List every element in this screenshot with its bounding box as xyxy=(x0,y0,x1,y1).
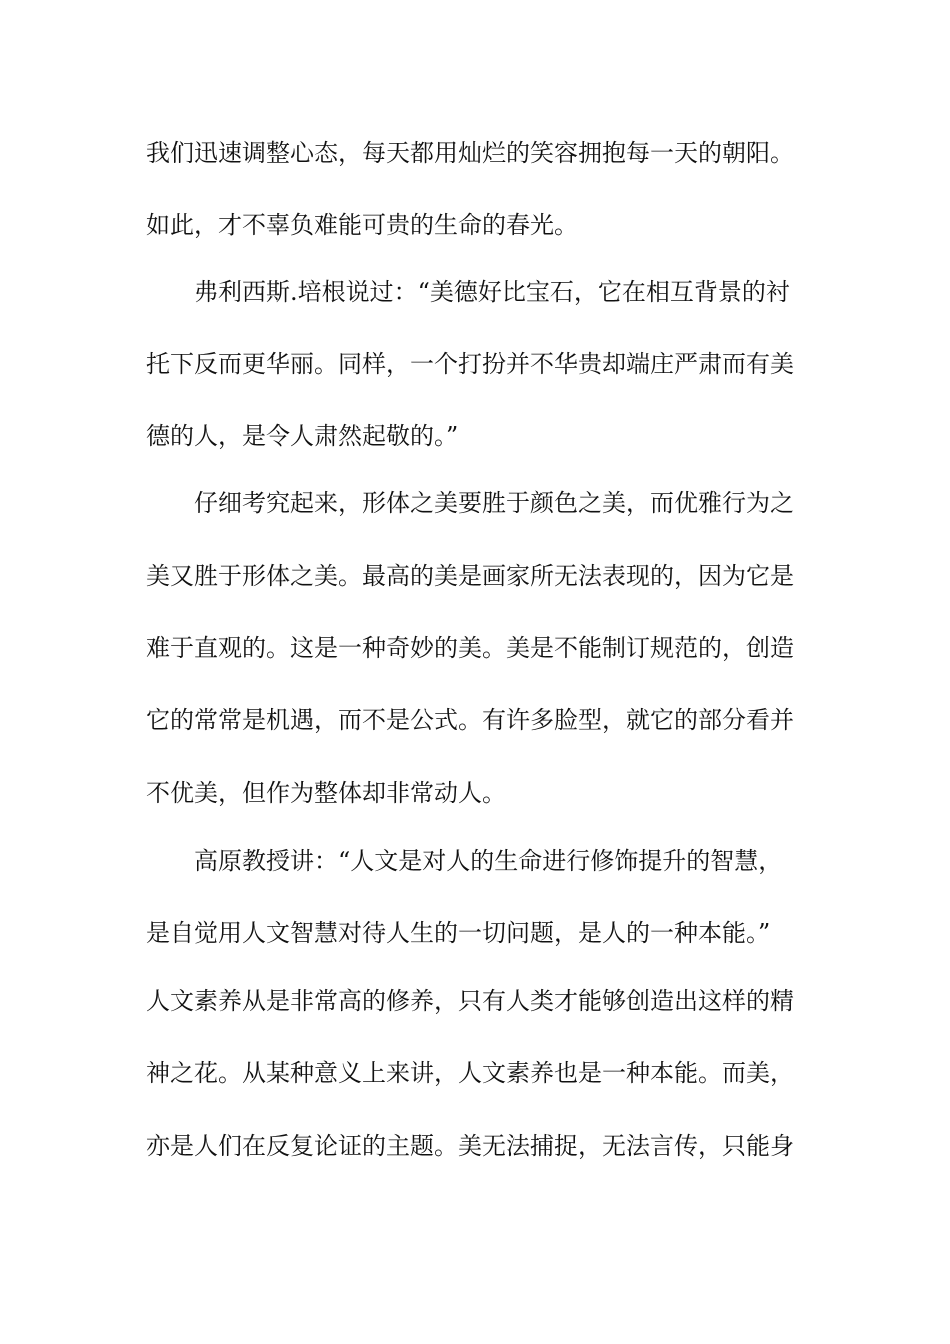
text-line-11: 高原教授讲：“人文是对人的生命进行修饰提升的智慧， xyxy=(194,847,783,875)
text-line-9: 它的常常是机遇，而不是公式。有许多脸型，就它的部分看并 xyxy=(146,706,794,734)
text-line-1: 我们迅速调整心态，每天都用灿烂的笑容拥抱每一天的朝阳。 xyxy=(146,139,794,167)
text-line-10: 不优美，但作为整体却非常动人。 xyxy=(146,779,506,807)
text-line-6: 仔细考究起来，形体之美要胜于颜色之美，而优雅行为之 xyxy=(194,489,794,517)
text-line-15: 亦是人们在反复论证的主题。美无法捕捉，无法言传，只能身 xyxy=(146,1132,794,1160)
text-line-12: 是自觉用人文智慧对待人生的一切问题，是人的一种本能。” xyxy=(146,919,771,947)
text-line-7: 美又胜于形体之美。最高的美是画家所无法表现的，因为它是 xyxy=(146,562,794,590)
text-line-13: 人文素养从是非常高的修养，只有人类才能够创造出这样的精 xyxy=(146,987,794,1015)
text-line-5: 德的人，是令人肃然起敬的。” xyxy=(146,422,459,450)
text-line-14: 神之花。从某种意义上来讲，人文素养也是一种本能。而美， xyxy=(146,1059,794,1087)
text-line-4: 托下反而更华丽。同样，一个打扮并不华贵却端庄严肃而有美 xyxy=(146,350,794,378)
text-line-2: 如此，才不辜负难能可贵的生命的春光。 xyxy=(146,211,578,239)
text-line-8: 难于直观的。这是一种奇妙的美。美是不能制订规范的，创造 xyxy=(146,634,794,662)
text-line-3: 弗利西斯.培根说过：“美德好比宝石，它在相互背景的衬 xyxy=(194,278,790,306)
